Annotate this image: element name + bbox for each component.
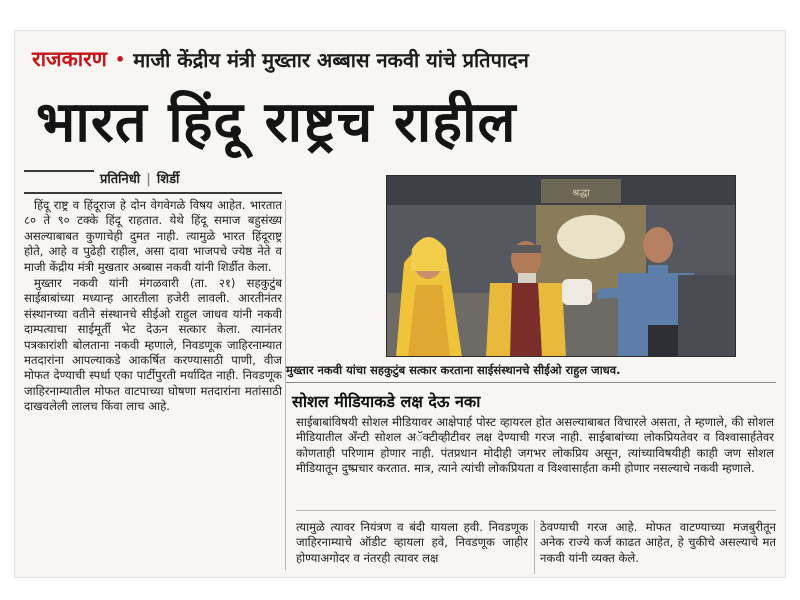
byline — [100, 169, 179, 191]
article-column-c: ठेवण्याची गरज आहे. मोफत वाटण्याच्या मजबुरीतून अनेक राज्ये कर्ज काढत आहेत, हे चुकीचे असल्याचे मत नकवी यांनी व्यक्त केले. — [540, 520, 776, 565]
subhead-paragraph: साईबाबांविषयी सोशल मीडियावर आक्षेपार्ह पोस्ट व्हायरल होत असल्याबाबत विचारले असता, ते म्हणाले, की सोशल मीडियातील अँन्टी सोशल अॅक्टीव्हीटीवर लक्ष देण्याची गरज नाही. साईबाबांच्या लोकप्रियतेवर व विश्वासार्हतेवर कोणताही परिणाम होणार नाही. पंतप्रधान मोदीही जगभर लोकप्रिय असून, त्यांच्याविषयीही काही जण सोशल मीडियातून दुष्प्रचार करतात. मात्र, त्याने त्यांची लोकप्रियता व विश्वासार्हता कमी होणार नसल्याचे नकवी म्हणाले. — [296, 415, 774, 476]
caption-rule — [286, 382, 776, 383]
column-top-rule — [24, 192, 282, 194]
section-category: राजकारण — [32, 47, 107, 71]
byline-separator: | — [146, 172, 151, 187]
article-column-1 — [24, 198, 282, 573]
photo-illustration — [386, 175, 736, 357]
byline-reporter: प्रतिनिधी — [100, 172, 141, 187]
column-divider-2 — [534, 520, 535, 574]
newspaper-clipping — [14, 30, 786, 578]
article-subhead: सोशल मीडियाकडे लक्ष देऊ नका — [292, 392, 481, 411]
article-column-b: त्यामुळे त्यावर नियंत्रण व बंदी यायला हवी. निवडणूक जाहिरनाम्याचे ऑडीट व्हायला हवे, निवडणूक जाहीर होण्याअगोदर व नंतरही त्यावर लक्ष — [296, 520, 528, 565]
kicker-bullet: • — [114, 49, 126, 69]
section-rule — [296, 510, 776, 511]
headline: भारत हिंदू राष्ट्रच राहील — [36, 90, 517, 155]
news-photo — [386, 175, 736, 357]
column-divider — [285, 200, 286, 570]
kicker-line — [32, 42, 772, 76]
article-paragraph-1: हिंदू राष्ट्र व हिंदूराज हे दोन वेगवेगळे विषय आहेत. भारतात ८० ते ९० टक्के हिंदू राहतात. येथे हिंदू समाज बहुसंख्य असल्याबाबत कुणाचेही दुमत नाही. त्यामुळे भारत हिंदूराष्ट्र होते, आहे व पुढेही राहील, असा दावा भाजपचे ज्येष्ठ नेते व माजी केंद्रीय मंत्री मुखतार अब्बास नकवी यांनी शिर्डीत केला. — [24, 198, 282, 274]
byline-place: शिर्डी — [156, 172, 180, 187]
photo-caption: मुख्तार नकवी यांचा सहकुटुंब सत्कार करताना साईसंस्थानचे सीईओ राहुल जाधव. — [286, 363, 621, 377]
photo-backdrop-text: श्रद्धा — [572, 188, 590, 199]
byline-rule — [24, 170, 94, 172]
kicker-subtitle: माजी केंद्रीय मंत्री मुख्तार अब्बास नकवी यांचे प्रतिपादन — [133, 47, 529, 72]
article-paragraph-2: मुख्तार नकवी यांनी मंगळवारी (ता. २१) सहकुटुंब साईबाबांच्या मध्यान्ह आरतीला हजेरी लावली. आरतीनंतर संस्थानच्या वतीने संस्थानचे सीईओ राहुल जाधव यांनी नकवी दाम्पत्याचा साईमूर्ती भेट देऊन सत्कार केला. त्यानंतर पत्रकारांशी बोलताना नकवी म्हणाले, निवडणूक जाहिरनाम्यात मतदारांना आपल्याकडे आकर्षित करण्यासाठी पाणी, वीज मोफत देण्याची स्पर्धा एका पार्टीपुरती मर्यादित नाही. निवडणूक जाहिरनाम्यातील मोफत वाटपाच्या घोषणा मतदारांना मतांसाठी दाखवलेली लालच किंवा लाच आहे. — [24, 276, 282, 414]
